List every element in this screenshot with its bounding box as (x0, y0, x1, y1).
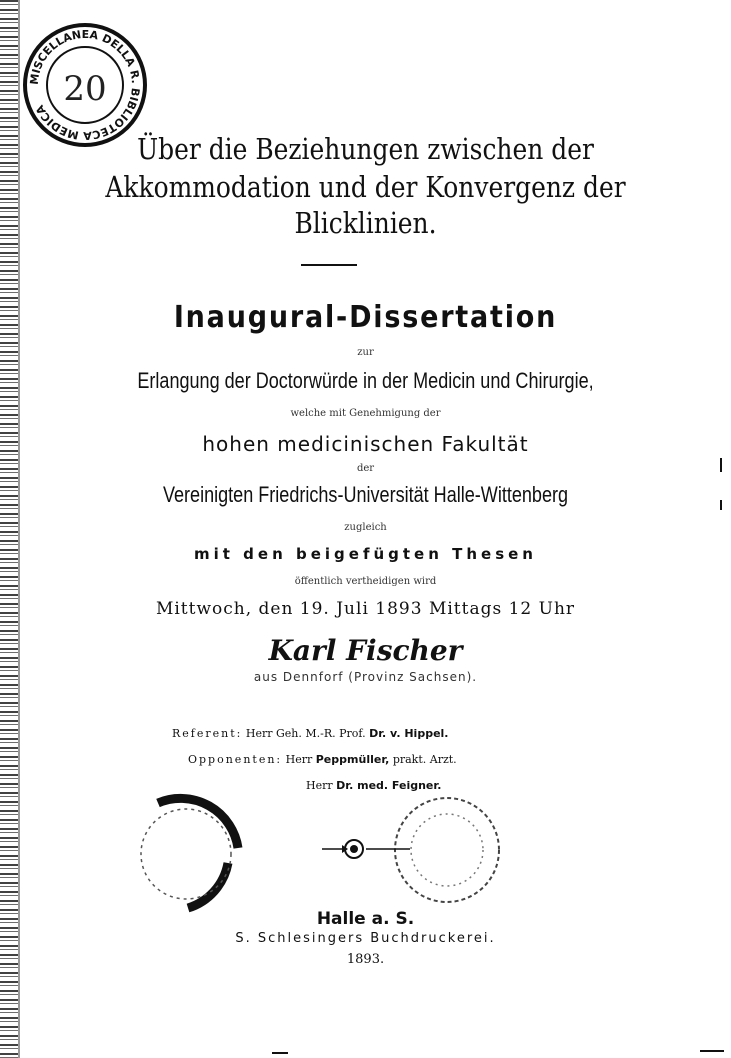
scan-speck (720, 500, 722, 510)
opponenten-role: Opponenten: (188, 753, 283, 766)
zugleich-label: zugleich (344, 522, 387, 533)
stamp-ring-text: MISCELLANEA DELLA R. BIBLIOTECA MEDICA (27, 27, 143, 143)
referent-role: Referent: (172, 727, 243, 740)
defense-line: öffentlich vertheidigen wird (294, 576, 437, 587)
author-origin: aus Dennforf (Provinz Sachsen). (253, 670, 478, 684)
title-line-2: Akkommodation und der Konvergenz der (105, 170, 626, 204)
referent-text: Herr Geh. M.-R. Prof. (245, 727, 366, 740)
title-line-3: Blicklinien. (294, 206, 437, 240)
author-name: Karl Fischer (268, 634, 463, 667)
stamp-number: 20 (63, 69, 107, 109)
theses-line: mit den beigefügten Thesen (194, 545, 537, 563)
opponent-1-name: Peppmüller, (315, 753, 390, 766)
title-divider (301, 264, 357, 266)
dissertation-heading: Inaugural-Dissertation (173, 300, 558, 335)
opponent-2-name: Dr. med. Feigner. (336, 779, 442, 792)
referent-line (172, 727, 448, 740)
scan-speck (720, 458, 722, 472)
scan-speck (272, 1052, 288, 1054)
opponent-line-1 (188, 753, 457, 766)
referent-name: Dr. v. Hippel. (369, 727, 449, 740)
publication-year: 1893. (346, 952, 385, 967)
scan-speck (700, 1050, 724, 1052)
printers-ornament (318, 836, 418, 862)
purpose-line: Erlangung der Doctorwürde in der Medicin und Chirurgie, (137, 368, 594, 393)
opponent-2-prefix: Herr (306, 779, 333, 792)
printer-name: S. Schlesingers Buchdruckerei. (235, 931, 496, 946)
partial-stamp-left (128, 788, 248, 918)
library-stamp (20, 20, 150, 150)
defense-date: Mittwoch, den 19. Juli 1893 Mittags 12 Uhr (155, 599, 576, 619)
university-line: Vereinigten Friedrichs-Universität Halle-Wittenberg (162, 482, 569, 507)
publisher-city: Halle a. S. (316, 909, 415, 929)
faculty-line: hohen medicinischen Fakultät (202, 432, 529, 456)
der-label: der (356, 463, 375, 474)
title-line-1: Über die Beziehungen zwischen der (137, 132, 594, 166)
zur-label: zur (357, 347, 374, 358)
opponent-1-title: prakt. Arzt. (392, 753, 457, 766)
approval-line: welche mit Genehmigung der (290, 408, 441, 419)
opponent-1-prefix: Herr (285, 753, 313, 766)
